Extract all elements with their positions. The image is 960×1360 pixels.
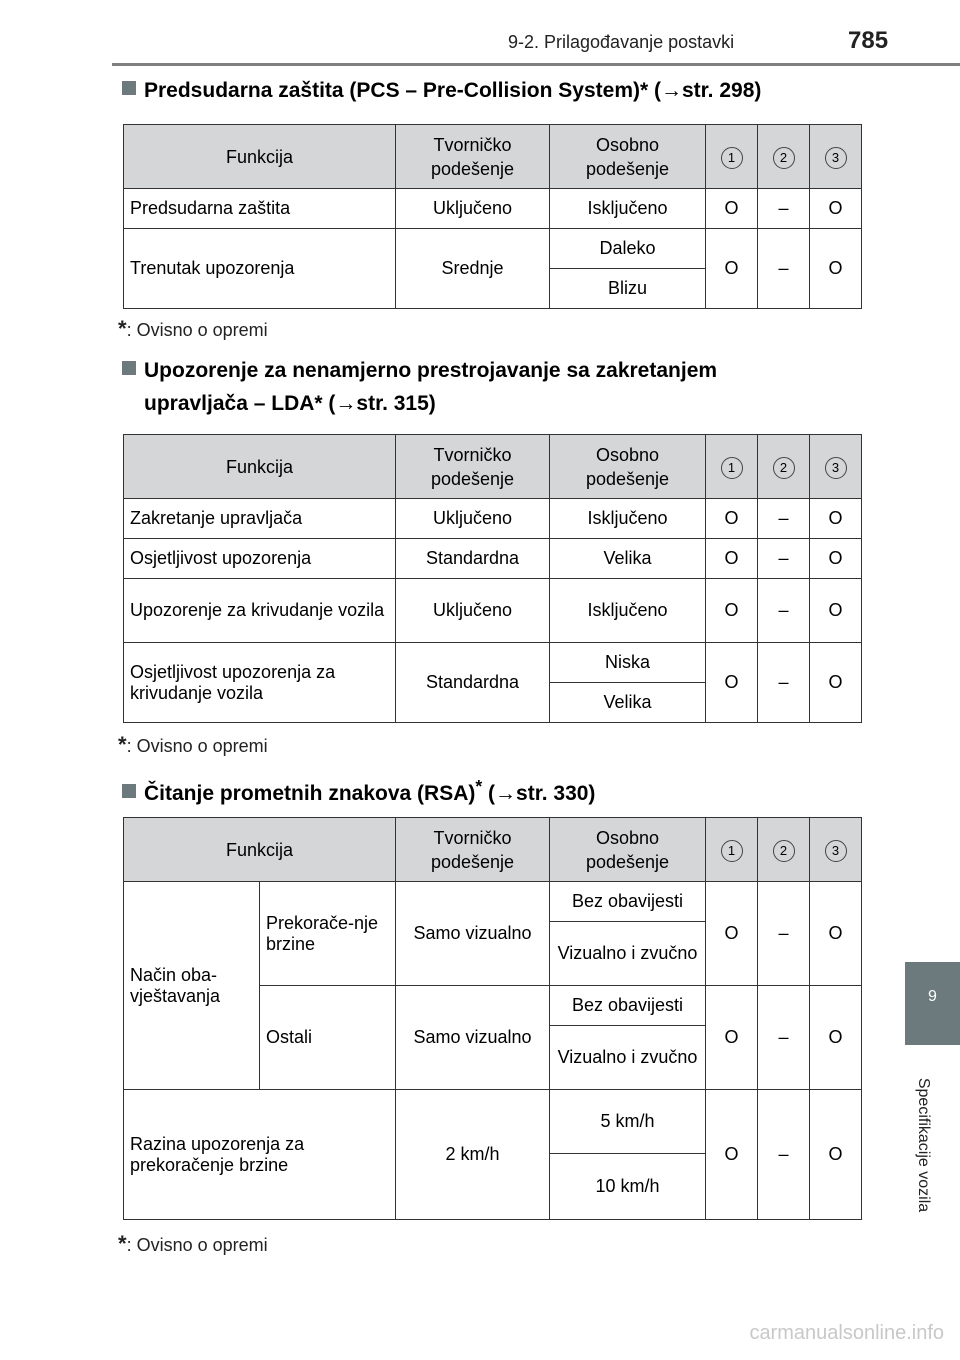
table-row: Zakretanje upravljača Uključeno Isključeno O – O [124,499,862,539]
table-row: Razina upozorenja za prekoračenje brzine 2 km/h 5 km/h O – O [124,1090,862,1154]
table-rsa [123,817,862,1220]
circled-3-icon: 3 [825,147,847,169]
circled-2-icon: 2 [773,840,795,862]
section-heading-lda: Upozorenje za nenamjerno prestrojavanje sa zakretanjem upravljača – LDA* (→str. 315) [122,354,717,420]
running-header-title: 9-2. Prilagođavanje postavki [508,32,735,52]
col-funkcija: Funkcija [124,125,396,189]
table-lda [123,434,862,723]
circled-1-icon: 1 [721,840,743,862]
footnote: *: Ovisno o opremi [118,732,268,757]
square-bullet-icon [122,361,136,375]
section-heading-rsa: Čitanje prometnih znakova (RSA)* (→str. 330) [122,770,595,810]
circled-2-icon: 2 [773,457,795,479]
table-header: Funkcija Tvorničko podešenje Osobno podešenje 1 2 3 [124,435,862,499]
table-pcs [123,124,862,309]
page-number: 785 [848,27,889,54]
table-row: Vizualno i zvučno [124,922,862,986]
circled-1-icon: 1 [721,457,743,479]
table-row: Velika [124,683,862,723]
heading-text: Predsudarna zaštita (PCS – Pre-Collision System)* (→str. 298) [144,79,762,102]
table-row: Način oba-vještavanja Prekorače-nje brzine Samo vizualno Bez obavijesti O – O [124,882,862,922]
circled-1-icon: 1 [721,147,743,169]
table-row: Osjetljivost upozorenja za krivudanje vozila Standardna Niska O – O [124,643,862,683]
header-rule [112,63,960,66]
table-row: Upozorenje za krivudanje vozila Uključeno Isključeno O – O [124,579,862,643]
col-osobno: Osobno podešenje [550,125,706,189]
table-row: Osjetljivost upozorenja Standardna Velika O – O [124,539,862,579]
table-header: Funkcija Tvorničko podešenje Osobno podešenje 1 2 3 [124,818,862,882]
footnote: *: Ovisno o opremi [118,1231,268,1256]
circled-2-icon: 2 [773,147,795,169]
table-row: Blizu [124,269,862,309]
table-header [124,125,862,189]
table-row: Vizualno i zvučno [124,1026,862,1090]
footnote: *: Ovisno o opremi [118,316,268,341]
square-bullet-icon [122,81,136,95]
circled-3-icon: 3 [825,457,847,479]
table-row: Ostali Samo vizualno Bez obavijesti O – O [124,986,862,1026]
watermark: carmanualsonline.info [749,1322,944,1344]
table-row: 10 km/h [124,1154,862,1220]
square-bullet-icon [122,784,136,798]
chapter-tab: 9 [905,962,960,1045]
circled-3-icon: 3 [825,840,847,862]
col-tvornicko: Tvorničko podešenje [396,125,550,189]
table-row: Predsudarna zaštita Uključeno Isključeno O – O [124,189,862,229]
section-heading-pcs [122,74,761,107]
chapter-label [893,1055,953,1235]
chapter-label-text: Specifikacije vozila [915,1077,932,1213]
table-row: Trenutak upozorenja Srednje Daleko O – O [124,229,862,269]
